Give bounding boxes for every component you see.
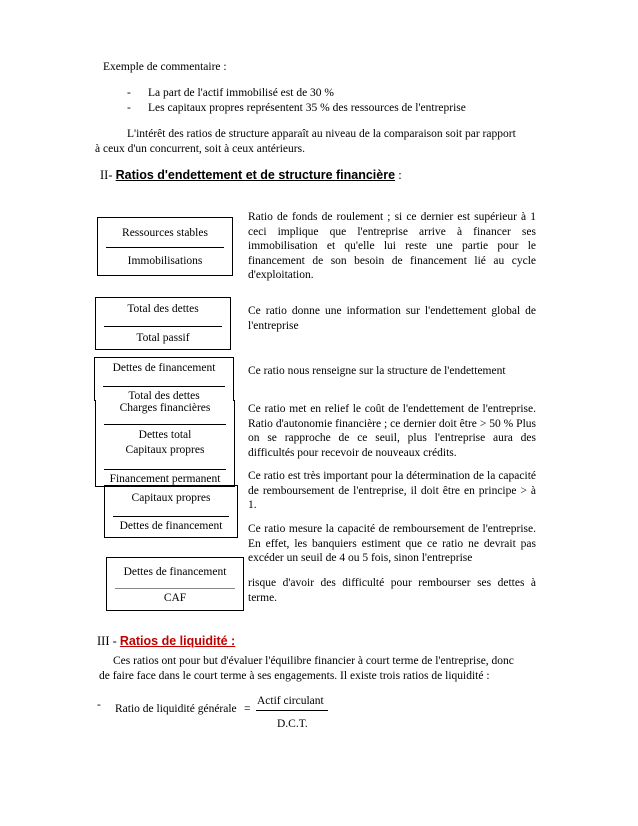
ratio-description: Ratio de fonds de roulement ; si ce dernier est supérieur à 1 ceci implique que l'entreprise arrive à financer ses immobilisation et qu'elle lui reste une partie pour le financement de son besoin de financement lié au cycle d'exploitation. [248, 211, 536, 281]
ratio-numerator: Capitaux propres [125, 444, 205, 456]
formula-dash: - [97, 699, 101, 711]
ratio-box [95, 297, 231, 350]
fraction-bar [104, 469, 226, 470]
fraction-bar [104, 326, 222, 327]
ratio-numerator: Ressources stables [122, 227, 208, 239]
section-title: Ratios de liquidité : [119, 634, 236, 648]
fraction-bar [103, 386, 225, 387]
ratio-denominator: Immobilisations [127, 255, 203, 267]
bullet-item: Les capitaux propres représentent 35 % des ressources de l'entreprise [148, 102, 466, 114]
ratio-denominator: Financement permanent [109, 473, 221, 485]
formula-label: Ratio de liquidité générale [115, 703, 237, 715]
ratio-description: Ce ratio mesure la capacité de remboursement de l'entreprise. En effet, les banquiers estiment que ce ratio ne devrait pas excéder un seuil de 4 ou 5 fois, sinon l'entreprise [248, 523, 536, 564]
example-label: Exemple de commentaire : [103, 61, 227, 73]
formula-numerator: Actif circulant [257, 695, 324, 707]
bullet-dash: - [127, 102, 131, 114]
ratio-numerator: Dettes de financement [112, 362, 216, 374]
liquidity-paragraph-line: Ces ratios ont pour but d'évaluer l'équilibre financier à court terme de l'entreprise, donc [113, 655, 514, 667]
ratio-box [94, 357, 234, 401]
ratio-denominator: Dettes total [138, 429, 192, 441]
fraction-bar [256, 710, 328, 711]
ratio-numerator: Capitaux propres [131, 492, 211, 504]
ratio-box [95, 400, 235, 440]
ratio-numerator: Total des dettes [127, 303, 199, 315]
ratio-description: Ce ratio met en relief le coût de l'endettement de l'entreprise. Ratio d'autonomie financière ; ce dernier doit être > 50 % Plus on se rapproche de ce seuil, plus l'entreprise aura des difficultés pour recevoir de nouveaux crédits. [248, 403, 536, 459]
ratio-description: Ce ratio donne une information sur l'endettement global de l'entreprise [248, 305, 536, 332]
section-prefix: II- [100, 168, 116, 182]
fraction-bar [115, 588, 235, 589]
formula-denominator: D.C.T. [277, 718, 308, 730]
intro-paragraph-line: L'intérêt des ratios de structure apparaît au niveau de la comparaison soit par rapport [127, 128, 516, 140]
section-prefix: III - [97, 634, 120, 648]
ratio-denominator: Dettes de financement [119, 520, 223, 532]
ratio-numerator: Dettes de financement [123, 566, 227, 578]
ratio-box [104, 485, 238, 538]
bullet-item: La part de l'actif immobilisé est de 30 % [148, 87, 335, 99]
ratio-numerator: Charges financières [119, 402, 211, 414]
ratio-denominator: Total passif [136, 332, 190, 344]
ratio-description: Ce ratio est très important pour la détermination de la capacité de remboursement de l'entreprise, il doit être en principe > à 1. [248, 470, 536, 511]
ratio-box [95, 440, 235, 487]
section-suffix: : [395, 168, 402, 182]
formula-equals: = [244, 703, 251, 715]
fraction-bar [106, 247, 224, 248]
section-heading [100, 168, 402, 183]
section-heading [97, 634, 235, 649]
section-title: Ratios d'endettement et de structure financière [115, 168, 396, 182]
fraction-bar [113, 516, 229, 517]
ratio-description: Ce ratio nous renseigne sur la structure de l'endettement [248, 365, 506, 377]
ratio-denominator: Total des dettes [128, 390, 200, 402]
bullet-dash: - [127, 87, 131, 99]
fraction-bar [104, 424, 226, 425]
ratio-description: risque d'avoir des difficulté pour rembourser ses dettes à terme. [248, 577, 536, 604]
liquidity-paragraph-line: de faire face dans le court terme à ses engagements. Il existe trois ratios de liquidité : [99, 670, 490, 682]
ratio-box [106, 557, 244, 611]
intro-paragraph-line: à ceux d'un concurrent, soit à ceux antérieurs. [95, 143, 305, 155]
ratio-box [97, 217, 233, 276]
ratio-denominator: CAF [163, 592, 187, 604]
